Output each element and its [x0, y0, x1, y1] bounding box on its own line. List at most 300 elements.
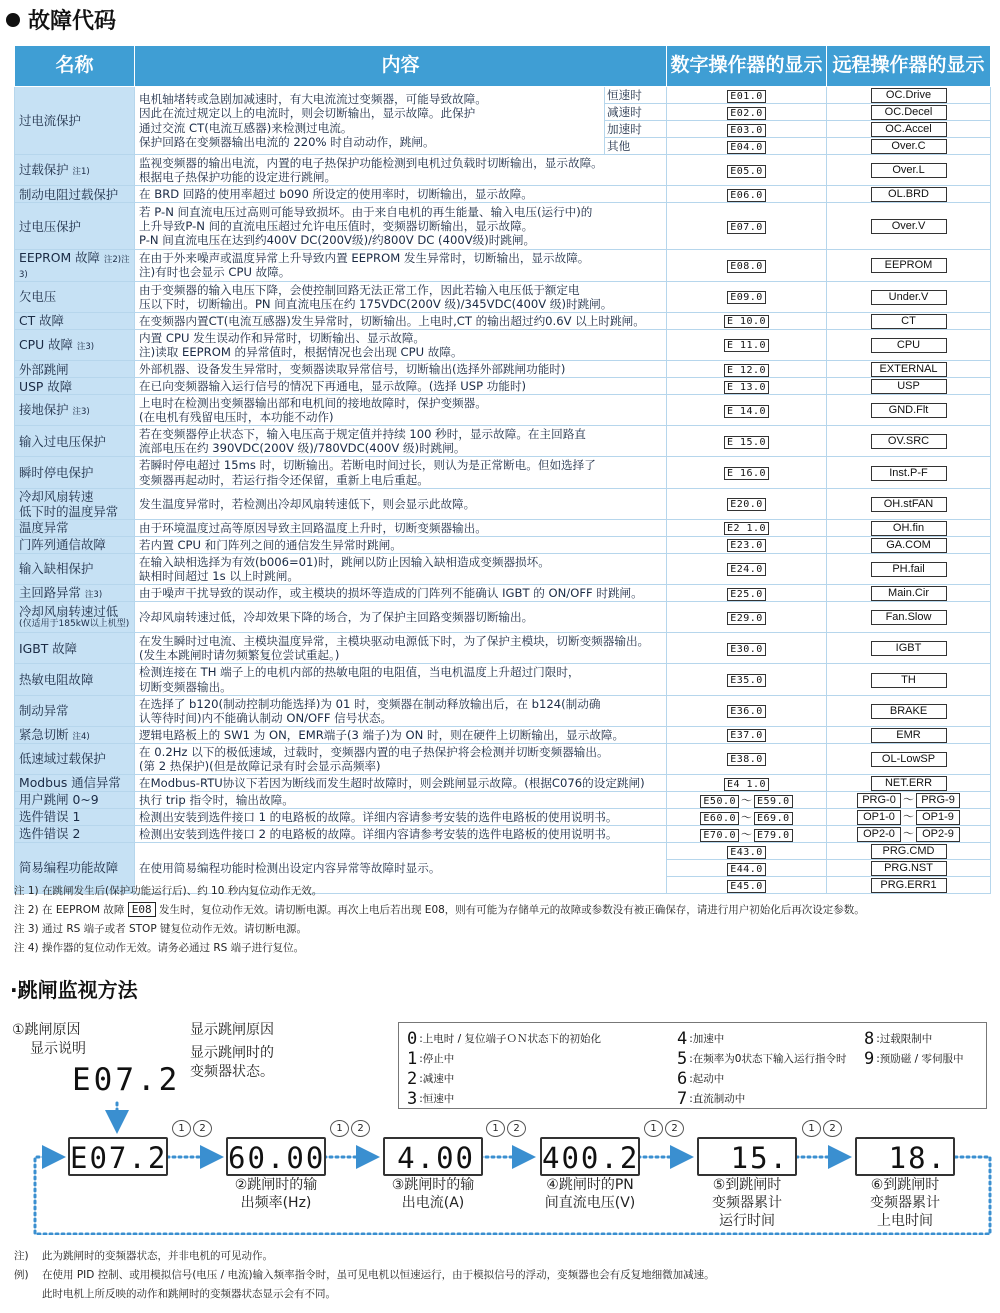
fault-name-line: 接地保护 注3)	[19, 402, 90, 418]
trip-display: E07.2	[68, 1137, 168, 1176]
key-hint	[172, 1120, 214, 1137]
key-circle-icon: 2	[193, 1120, 212, 1137]
fault-name	[15, 743, 135, 774]
fault-description	[135, 378, 667, 395]
trip-display: 4.00	[383, 1137, 483, 1176]
remote-display-cell	[827, 809, 991, 826]
remote-display-cell	[827, 155, 991, 186]
trip-display: 60.00	[226, 1137, 326, 1176]
legend-item	[677, 1069, 724, 1089]
content-line: 在已向变频器输入运行信号的情况下再通电，显示故障。(选择 USP 功能时)	[139, 379, 527, 393]
fault-name-line: CPU 故障 注3)	[19, 337, 95, 353]
fault-name	[15, 536, 135, 553]
table-row	[15, 726, 991, 743]
fault-description	[135, 585, 667, 602]
digital-code: E44.0	[727, 863, 766, 876]
fault-description	[135, 488, 667, 519]
digital-display-cell	[667, 726, 827, 743]
legend-text: :减速中	[419, 1073, 455, 1085]
table-row	[15, 843, 991, 860]
caption-line: 出频率(Hz)	[240, 1195, 312, 1211]
sample-code-display: E07.2	[72, 1062, 181, 1098]
legend-item	[864, 1029, 932, 1049]
table-notes	[14, 882, 984, 958]
remote-code: IGBT	[871, 641, 947, 656]
fault-name: 用户跳闸 0~9	[15, 792, 135, 809]
remote-display-cell	[827, 329, 991, 360]
remote-display-cell	[827, 186, 991, 203]
table-row	[15, 457, 991, 488]
legend-digit: 5	[677, 1049, 688, 1069]
remote-display-cell	[827, 664, 991, 695]
footnotes	[14, 1247, 984, 1304]
note-code-box: E08	[128, 902, 156, 917]
digital-code: E01.0	[727, 90, 766, 103]
note-line	[14, 882, 984, 901]
trip-display-caption	[677, 1176, 817, 1230]
fault-name	[15, 186, 135, 203]
content-line: 在变频器内置CT(电流互感器)发生异常时，切断输出。上电时,CT 的输出超过约0.6V 以上时跳闸。	[139, 313, 645, 328]
digital-display-cell	[667, 633, 827, 664]
digital-code: E 12.0	[724, 364, 769, 377]
label-line: ①跳闸原因	[12, 1022, 81, 1038]
table-row	[15, 695, 991, 726]
footnote-text: 此为跳闸时的变频器状态，并非电机的可见动作。	[42, 1250, 273, 1262]
table-row	[15, 488, 991, 519]
content-line: 若内置 CPU 和门阵列之间的通信发生异常时跳闸。	[139, 537, 402, 552]
legend-item	[407, 1049, 454, 1069]
remote-code-to: PRG-9	[916, 793, 960, 808]
remote-code: Under.V	[871, 290, 947, 305]
remote-code: GA.COM	[871, 538, 947, 553]
fault-name-line: 制动电阻过载保护	[19, 186, 119, 202]
fault-description	[135, 281, 667, 312]
content-line: 由于噪声干扰导致的误动作，或主模块的损坏等造成的门阵列不能确认 IGBT 的 ON/OFF 时跳闸。	[139, 586, 643, 600]
content-line: 注)读取 EEPROM 的异常值时，根据情况也会出现 CPU 故障。	[139, 344, 463, 359]
remote-code: Main.Cir	[871, 586, 947, 601]
remote-code: Fan.Slow	[871, 610, 947, 625]
caption-line: 出电流(A)	[401, 1195, 465, 1211]
table-header-row	[15, 46, 991, 87]
content-line: 流部电压在约 390VDC(200V 级)/780VDC(400V 级)时跳闸。	[139, 441, 466, 456]
table-row	[15, 743, 991, 774]
remote-display-cell	[827, 312, 991, 329]
note-body: 操作器的复位动作无效。请务必通过 RS 端子进行复位。	[42, 942, 305, 954]
remote-code: OC.Decel	[871, 105, 947, 120]
remote-code: Inst.P-F	[871, 466, 947, 481]
digital-code-from: E60.0	[700, 812, 739, 825]
digital-code-to: E69.0	[754, 812, 793, 825]
remote-code-to: OP2-9	[916, 827, 960, 842]
note-body: 在跳闸发生后(保护功能运行后)、约 10 秒内复位动作无效。	[42, 885, 323, 897]
remote-display-cell	[827, 743, 991, 774]
fault-name	[15, 281, 135, 312]
table-row	[15, 281, 991, 312]
note-line	[14, 939, 984, 958]
footnote-label: 例)	[14, 1269, 29, 1281]
fault-description	[135, 775, 667, 792]
range-tilde: ～	[903, 793, 915, 807]
key-circle-icon: 2	[823, 1120, 842, 1137]
digital-code-from: E70.0	[700, 829, 739, 842]
remote-code: OL.BRD	[871, 187, 947, 202]
remote-display-cell	[827, 121, 991, 138]
digital-code: E 14.0	[724, 405, 769, 418]
caption-line: ④跳闸时的PN	[546, 1177, 634, 1193]
fault-name-line: 过载保护 注1)	[19, 162, 90, 178]
fault-name	[15, 726, 135, 743]
remote-code: PRG.NST	[871, 861, 947, 876]
remote-code: OC.Accel	[871, 122, 947, 137]
remote-display-cell	[827, 553, 991, 584]
fault-name-line: 冷却风扇转速过低	[19, 604, 119, 620]
fault-description	[135, 87, 605, 155]
digital-code: E09.0	[727, 291, 766, 304]
fault-description	[135, 519, 667, 536]
digital-display-cell	[667, 361, 827, 378]
legend-item	[677, 1029, 724, 1049]
table-row	[15, 633, 991, 664]
footnote-text: 在使用 PID 控制、或用模拟信号(电压 / 电流)输入频率指令时，虽可见电机以恒速运行，由于模拟信号的浮动，变频器也会有反复地细微加减速。	[42, 1269, 715, 1281]
bullet-dot-icon	[6, 13, 20, 27]
fault-description	[135, 395, 667, 426]
remote-display-cell	[827, 602, 991, 633]
remote-code: PRG.ERR1	[871, 878, 947, 893]
remote-code-from: OP1-0	[857, 810, 901, 825]
footnote-line	[14, 1285, 984, 1304]
remote-display-cell	[827, 203, 991, 250]
fault-name-line: 主回路异常 注3)	[19, 585, 103, 601]
fault-name	[15, 585, 135, 602]
key-circle-icon: 1	[644, 1120, 663, 1137]
fault-name-line: 制动异常	[19, 703, 69, 719]
fault-name-line: 冷却风扇转速	[19, 488, 94, 504]
digital-code: E04.0	[727, 141, 766, 154]
content-line: 若在变频器停止状态下，输入电压高于规定值并持续 100 秒时，显示故障。在主回路直	[139, 427, 586, 442]
caption-line: 运行时间	[719, 1213, 775, 1229]
remote-display-cell	[827, 87, 991, 104]
table-row	[15, 826, 991, 843]
content-line: 发生温度异常时，若检测出冷却风扇转速低下，则会显示此故障。	[139, 496, 476, 511]
digital-display-cell	[667, 249, 827, 281]
legend-text: :预励磁 / 零伺服中	[876, 1053, 964, 1065]
fault-description: 执行 trip 指令时，输出故障。	[135, 792, 667, 809]
fault-description	[135, 536, 667, 553]
table-row	[15, 775, 991, 792]
digital-code: E36.0	[727, 705, 766, 718]
table-row	[15, 664, 991, 695]
fault-name-line: 输入过电压保护	[19, 433, 106, 449]
remote-code-to: OP1-9	[916, 810, 960, 825]
phase-label: 其他	[605, 138, 667, 155]
content-line: 保护回路在变频器输出电流的 220% 时自动动作，跳闸。	[139, 134, 435, 149]
content-line: 检测连接在 TH 端子上的电机内部的热敏电阻的电阻值，当电机温度上升超过门限时，	[139, 665, 580, 680]
fault-name: 简易编程功能故障	[15, 843, 135, 894]
caption-line: 间直流电压(V)	[544, 1195, 636, 1211]
remote-code: OL-LowSP	[871, 752, 947, 767]
digital-code: E2 1.0	[724, 522, 769, 535]
remote-code: CT	[871, 314, 947, 329]
fault-name-line: 低速域过载保护	[19, 751, 106, 767]
digital-code: E20.0	[727, 498, 766, 511]
remote-display-cell	[827, 457, 991, 488]
digital-display-cell	[667, 775, 827, 792]
key-circle-icon: 1	[330, 1120, 349, 1137]
content-line: 根据电子热保护功能的设定进行跳闸。	[139, 170, 337, 185]
content-line: 逻辑电路板上的 SW1 为 ON，EMR端子(3 端子)为 ON 时，则在硬件上切断输出，显示故障。	[139, 727, 625, 742]
digital-code: E23.0	[727, 539, 766, 552]
digital-display-cell	[667, 743, 827, 774]
digital-code-from: E50.0	[700, 795, 739, 808]
caption-line: ⑥到跳闸时	[870, 1177, 940, 1193]
digital-display-cell	[667, 138, 827, 155]
remote-code: CPU	[871, 338, 947, 353]
fault-description	[135, 633, 667, 664]
remote-display-cell	[827, 361, 991, 378]
section-title-trip-monitor: ·跳闸监视方法	[10, 978, 138, 1002]
legend-digit: 4	[677, 1029, 688, 1049]
fault-name	[15, 426, 135, 457]
fault-name-sub: (仅适用于185kW以上机型)	[19, 619, 130, 630]
digital-code: E4 1.0	[724, 778, 769, 791]
fault-name	[15, 457, 135, 488]
fault-name-line: EEPROM 故障 注2)注3)	[19, 249, 130, 281]
fault-description	[135, 361, 667, 378]
fault-description	[135, 329, 667, 360]
legend-digit: 9	[864, 1049, 875, 1069]
key-hint	[644, 1120, 686, 1137]
table-row	[15, 426, 991, 457]
content-line: 在Modbus-RTU协议下若因为断线而发生超时故障时，则会跳闸显示故障。(根据C076的设定跳闸)	[139, 775, 645, 790]
fault-name: 过电流保护	[15, 87, 135, 155]
digital-code: E 16.0	[724, 467, 769, 480]
remote-display-cell	[827, 249, 991, 281]
content-line: 变频器再起动时，若运行指令还保留，重新上电后重起。	[139, 472, 429, 487]
trip-display: 18.	[855, 1137, 955, 1176]
range-tilde: ～	[741, 793, 753, 807]
key-circle-icon: 2	[665, 1120, 684, 1137]
digital-code: E06.0	[727, 189, 766, 202]
fault-description	[135, 664, 667, 695]
content-line: (第 2 热保护)(但是故障记录有时会显示高频率)	[139, 758, 381, 773]
digital-display-cell	[667, 312, 827, 329]
digital-display-cell	[667, 426, 827, 457]
fault-description	[135, 155, 667, 186]
content-line: 认等待时间)内不能确认制动 ON/OFF 信号状态。	[139, 710, 393, 725]
remote-code: BRAKE	[871, 704, 947, 719]
note-ref: 注3)	[84, 590, 103, 601]
table-row	[15, 186, 991, 203]
note-pre: 在 EEPROM 故障	[42, 904, 125, 916]
remote-display-cell	[827, 488, 991, 519]
note-ref: 注4)	[72, 732, 90, 743]
note-text	[42, 882, 322, 901]
remote-code: USP	[871, 379, 947, 394]
remote-display-cell	[827, 281, 991, 312]
table-row	[15, 329, 991, 360]
column-header: 数字操作器的显示	[667, 46, 827, 87]
range-tilde: ～	[903, 810, 915, 824]
remote-display-cell	[827, 426, 991, 457]
digital-display-cell	[667, 186, 827, 203]
content-line: (发生本跳闸时请勿频繁复位尝试重起。)	[139, 648, 340, 663]
content-line: (在电机有残留电压时，本功能不动作)	[139, 410, 334, 425]
remote-display-cell	[827, 826, 991, 843]
fault-description	[135, 186, 667, 203]
digital-code: E 11.0	[724, 339, 769, 352]
footnote-line	[14, 1266, 984, 1285]
digital-code: E03.0	[727, 124, 766, 137]
fault-description	[135, 695, 667, 726]
table-row	[15, 361, 991, 378]
range-tilde: ～	[903, 827, 915, 841]
content-line: 在 0.2Hz 以下的极低速域，过载时，变频器内置的电子热保护将会检测并切断变频器输出。	[139, 744, 609, 759]
fault-name: 选件错误 1	[15, 809, 135, 826]
fault-name	[15, 312, 135, 329]
fault-name-line: 输入缺相保护	[19, 561, 94, 577]
key-circle-icon: 1	[172, 1120, 191, 1137]
digital-display-cell	[667, 843, 827, 860]
digital-code: E02.0	[727, 107, 766, 120]
digital-code: E08.0	[727, 260, 766, 273]
content-line: P-N 间直流电压在达到约400V DC(200V级)/约800V DC (400V级)时跳闸。	[139, 233, 536, 248]
fault-name-line: 低下时的温度异常	[19, 503, 119, 519]
legend-item	[677, 1049, 846, 1069]
legend-item	[407, 1029, 601, 1049]
range-tilde: ～	[741, 810, 753, 824]
content-line: 内置 CPU 发生误动作和异常时，切断输出、显示故障。	[139, 330, 426, 345]
fault-name	[15, 203, 135, 250]
trip-display-caption	[206, 1176, 346, 1212]
note-ref: 注1)	[72, 167, 90, 178]
legend-text: :加速中	[689, 1033, 725, 1045]
fault-name	[15, 395, 135, 426]
column-header: 远程操作器的显示	[827, 46, 991, 87]
remote-display-cell	[827, 843, 991, 860]
table-row	[15, 203, 991, 250]
fault-name-line: 过电压保护	[19, 218, 81, 234]
remote-display-cell	[827, 519, 991, 536]
remote-code: OC.Drive	[871, 88, 947, 103]
digital-code: E07.0	[727, 221, 766, 234]
legend-digit: 1	[407, 1049, 418, 1069]
digital-code: E25.0	[727, 588, 766, 601]
column-header: 名称	[15, 46, 135, 87]
fault-name-line: USP 故障	[19, 378, 73, 394]
fault-description	[135, 426, 667, 457]
digital-display-cell	[667, 809, 827, 826]
note-ref: 注2)注3)	[19, 254, 130, 281]
table-row	[15, 312, 991, 329]
digital-display-cell	[667, 664, 827, 695]
content-line: 上电时在检测出变频器输出部和电机间的接地故障时，保护变频器。	[139, 396, 487, 411]
digital-display-cell	[667, 826, 827, 843]
note-label: 注 4)	[14, 942, 39, 954]
remote-display-cell	[827, 395, 991, 426]
table-row	[15, 87, 991, 104]
fault-name	[15, 378, 135, 395]
caption-line: ⑤到跳闸时	[712, 1177, 782, 1193]
remote-display-cell	[827, 695, 991, 726]
fault-description	[135, 743, 667, 774]
legend-digit: 2	[407, 1069, 418, 1089]
digital-code: E 13.0	[724, 381, 769, 394]
fault-name	[15, 553, 135, 584]
section-title-fault-codes	[6, 4, 116, 35]
fault-description	[135, 602, 667, 633]
digital-display-cell	[667, 488, 827, 519]
legend-digit: 3	[407, 1089, 418, 1109]
note-body: 通过 RS 端子或者 STOP 键复位动作无效。请切断电源。	[42, 923, 307, 935]
digital-display-cell	[667, 536, 827, 553]
content-line: 缺相时间超过 1s 以上时跳闸。	[139, 568, 299, 583]
remote-display-cell	[827, 138, 991, 155]
remote-code-from: OP2-0	[857, 827, 901, 842]
phase-label: 减速时	[605, 104, 667, 121]
remote-code: PH.fail	[871, 562, 947, 577]
digital-display-cell	[667, 155, 827, 186]
remote-code: Over.V	[871, 219, 947, 234]
caption-line: 变频器累计	[712, 1195, 782, 1211]
trip-display: 15.	[697, 1137, 797, 1176]
remote-display-cell	[827, 792, 991, 809]
content-line: 在选择了 b120(制动控制功能选择)为 01 时，变频器在制动释放输出后，在 b124(制动确	[139, 696, 601, 711]
remote-display-cell	[827, 775, 991, 792]
fault-name	[15, 155, 135, 186]
fault-name-line: IGBT 故障	[19, 640, 78, 656]
remote-display-cell	[827, 104, 991, 121]
remote-code: EXTERNAL	[871, 362, 947, 377]
phase-label: 加速时	[605, 121, 667, 138]
table-row	[15, 395, 991, 426]
table-row	[15, 809, 991, 826]
section-title-text: 故障代码	[28, 9, 117, 34]
label-show-cause: 显示跳闸原因	[190, 1022, 274, 1038]
fault-description	[135, 203, 667, 250]
fault-name-line: 温度异常	[19, 520, 69, 536]
fault-description: 检测出安装到选件接口 2 的电路板的故障。详细内容请参考安装的选件电路板的使用说明书。	[135, 826, 667, 843]
content-line: 监视变频器的输出电流，内置的电子热保护功能检测到电机过负载时切断输出，显示故障。	[139, 155, 603, 170]
fault-name-line: 门阵列通信故障	[19, 537, 106, 553]
phase-label: 恒速时	[605, 87, 667, 104]
key-circle-icon: 1	[486, 1120, 505, 1137]
caption-line: ③跳闸时的输	[391, 1177, 475, 1193]
remote-code: GND.Flt	[871, 403, 947, 418]
digital-display-cell	[667, 104, 827, 121]
remote-code-from: PRG-0	[857, 793, 901, 808]
content-line: 通过交流 CT(电流互感器)来检测过电流。	[139, 120, 353, 135]
digital-code-to: E59.0	[754, 795, 793, 808]
remote-code: OH.stFAN	[871, 497, 947, 512]
table-row	[15, 792, 991, 809]
key-hint	[802, 1120, 844, 1137]
note-ref: 注3)	[72, 407, 90, 418]
digital-code: E 10.0	[724, 315, 769, 328]
digital-display-cell	[667, 329, 827, 360]
remote-display-cell	[827, 726, 991, 743]
key-circle-icon: 2	[351, 1120, 370, 1137]
legend-text: :起动中	[689, 1073, 725, 1085]
fault-name-line: 外部跳闸	[19, 361, 69, 377]
fault-description	[135, 249, 667, 281]
note-label: 注 2)	[14, 904, 39, 916]
note-text	[42, 901, 865, 920]
content-line: 若 P-N 间直流电压过高则可能导致损坏。由于来自电机的再生能量、输入电压(运行中)的	[139, 204, 593, 219]
digital-code: E 15.0	[724, 436, 769, 449]
remote-display-cell	[827, 585, 991, 602]
fault-description: 在使用简易编程功能时检测出设定内容异常等故障时显示。	[135, 843, 667, 894]
table-row	[15, 519, 991, 536]
